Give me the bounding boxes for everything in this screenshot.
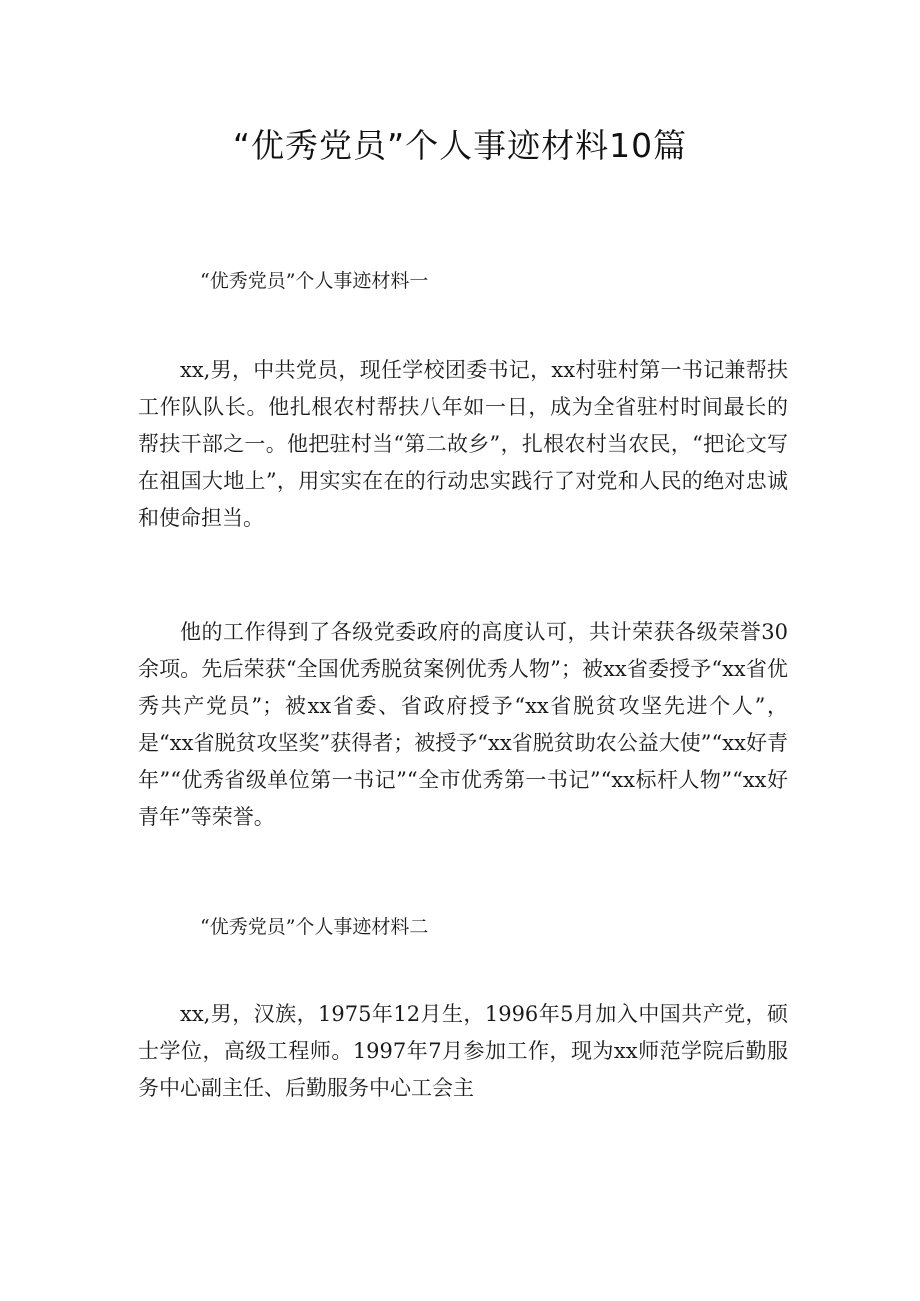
document-title: “优秀党员”个人事迹材料10篇 <box>232 126 688 165</box>
section-heading-2: “优秀党员”个人事迹材料二 <box>200 916 429 938</box>
paragraph-2: 他的工作得到了各级党委政府的高度认可，共计荣获各级荣誉30余项。先后荣获“全国优秀脱贫案例优秀人物”；被xx省委授予“xx省优秀共产党员”；被xx省委、省政府授予“xx省脱贫攻坚先进个人”，是“xx省脱贫攻坚奖”获得者；被授予“xx省脱贫助农公益大使”“xx好青年”“优秀省级单位第一书记”“全市优秀第一书记”“xx标杆人物”“xx好青年”等荣誉。 <box>138 620 788 829</box>
section-heading-1: “优秀党员”个人事迹材料一 <box>200 270 429 292</box>
paragraph-1: xx,男，中共党员，现任学校团委书记，xx村驻村第一书记兼帮扶工作队队长。他扎根农村帮扶八年如一日，成为全省驻村时间最长的帮扶干部之一。他把驻村当“第二故乡”，扎根农村当农民，“把论文写在祖国大地上”，用实实在在的行动忠实践行了对党和人民的绝对忠诚和使命担当。 <box>138 358 788 530</box>
paragraph-3: xx,男，汉族，1975年12月生，1996年5月加入中国共产党，硕士学位，高级工程师。1997年7月参加工作，现为xx师范学院后勤服务中心副主任、后勤服务中心工会主 <box>138 1002 788 1100</box>
